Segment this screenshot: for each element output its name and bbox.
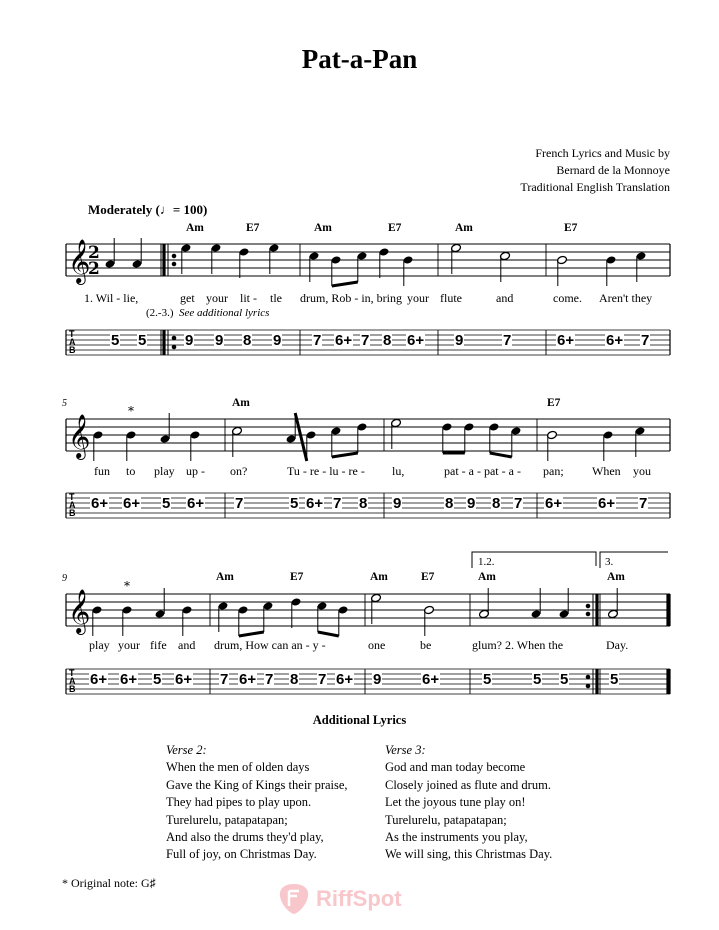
chord-symbol: E7 xyxy=(421,571,435,583)
verse-line: Turelurelu, patapatapan; xyxy=(166,812,288,827)
beam xyxy=(490,453,512,457)
tab-number: 6+ xyxy=(606,332,624,349)
lyric-syllable: 1. Wil - lie, xyxy=(84,291,139,305)
lyric-syllable: your xyxy=(407,291,429,305)
chord-symbol: Am xyxy=(232,397,250,409)
lyric-syllable: Tu - re - lu - re - xyxy=(287,464,365,478)
verse-3-block xyxy=(385,742,552,864)
lyric-syllable: pan; xyxy=(543,464,564,478)
tempo-label: Moderately xyxy=(88,202,153,217)
lyric-syllable: up - xyxy=(186,464,205,478)
tab-number: 5 xyxy=(483,671,492,688)
tab-number: 7 xyxy=(313,332,322,349)
tab-number: 6+ xyxy=(175,671,193,688)
tab-number: 7 xyxy=(641,332,650,349)
chord-symbol: Am xyxy=(607,571,625,583)
repeat-dot xyxy=(172,254,176,258)
tab-number: 9 xyxy=(215,332,224,349)
tab-number: 6+ xyxy=(557,332,575,349)
third-ending-label: 3. xyxy=(605,556,614,568)
chord-symbol: Am xyxy=(478,571,496,583)
repeat-dot xyxy=(172,336,176,340)
lyric-syllable: lu, xyxy=(392,464,405,478)
tab-label: A xyxy=(69,676,76,686)
verse-line: Closely joined as flute and drum. xyxy=(385,777,551,792)
first-second-ending-label: 1.2. xyxy=(478,556,495,568)
tempo-marking: Moderately (♩= 100) xyxy=(88,202,208,217)
credit-line-2: Bernard de la Monnoye xyxy=(556,163,670,177)
verse-line: Let the joyous tune play on! xyxy=(385,795,526,810)
footnote-asterisk: * xyxy=(124,579,130,593)
tab-number: 7 xyxy=(503,332,512,349)
tab-number: 6+ xyxy=(545,495,563,512)
verse-3-label: Verse 3: xyxy=(385,743,426,757)
tab-label: T xyxy=(69,329,75,339)
tab-number: 7 xyxy=(333,495,342,512)
chord-symbol: E7 xyxy=(388,222,402,234)
lyric-syllable: fife xyxy=(150,638,167,652)
tab-number: 5 xyxy=(533,671,542,688)
treble-clef-icon: 𝄞 xyxy=(68,239,91,283)
verse-line: We will sing, this Christmas Day. xyxy=(385,847,553,862)
tab-number: 8 xyxy=(492,495,501,512)
chord-symbol: Am xyxy=(370,571,388,583)
tab-number: 6+ xyxy=(335,332,353,349)
lyric-syllable: fun xyxy=(94,464,110,478)
tab-number: 8 xyxy=(445,495,454,512)
song-title: Pat-a-Pan xyxy=(301,44,418,74)
tab-number: 6+ xyxy=(120,671,138,688)
lyric-syllable: glum? 2. When the xyxy=(472,638,564,652)
verse-line: When the men of olden days xyxy=(166,760,310,775)
credit-line-1: French Lyrics and Music by xyxy=(535,146,670,160)
verse-2-label: Verse 2: xyxy=(166,743,207,757)
verse-line: Full of joy, on Christmas Day. xyxy=(166,847,317,862)
lyric-syllable: and xyxy=(496,291,514,305)
lyric-syllable: drum, How can an - y - xyxy=(214,638,326,652)
measure-number-9: 9 xyxy=(62,573,67,584)
tab-number: 6+ xyxy=(239,671,257,688)
verse-line: Turelurelu, patapatapan; xyxy=(385,812,507,827)
tab-number: 9 xyxy=(273,332,282,349)
tab-number: 8 xyxy=(243,332,252,349)
beam xyxy=(318,632,339,636)
tab-number: 6+ xyxy=(598,495,616,512)
tab-number: 5 xyxy=(153,671,162,688)
time-signature: 2 xyxy=(88,243,100,263)
tab-number: 6+ xyxy=(422,671,440,688)
tab-label: A xyxy=(69,500,76,510)
tab-number: 6+ xyxy=(306,495,324,512)
verse-2-block xyxy=(166,742,348,864)
tab-number: 7 xyxy=(514,495,523,512)
tab-label: T xyxy=(69,492,75,502)
riffspot-logo[interactable] xyxy=(278,882,402,916)
lyric-syllable: pat - a - pat - a - xyxy=(444,464,521,478)
tab-number: 6+ xyxy=(91,495,109,512)
verse-range: (2.-3.) xyxy=(146,307,174,319)
repeat-dot xyxy=(586,684,590,688)
tab-label: B xyxy=(69,684,76,694)
tab-number: 6+ xyxy=(407,332,425,349)
measure-number-5: 5 xyxy=(62,398,67,409)
lyric-syllable: tle xyxy=(270,291,282,305)
tab-number: 5 xyxy=(111,332,120,349)
additional-lyrics-heading: Additional Lyrics xyxy=(312,713,407,727)
tab-number: 6+ xyxy=(90,671,108,688)
tab-number: 5 xyxy=(560,671,569,688)
verse-line: They had pipes to play upon. xyxy=(166,795,312,810)
chord-symbol: E7 xyxy=(290,571,304,583)
lyric-syllable: your xyxy=(206,291,228,305)
lyric-syllable: come. xyxy=(553,291,582,305)
chord-symbol: E7 xyxy=(246,222,260,234)
tab-number: 9 xyxy=(455,332,464,349)
tab-number: 8 xyxy=(383,332,392,349)
tab-number: 9 xyxy=(467,495,476,512)
tab-number: 7 xyxy=(220,671,229,688)
repeat-dot xyxy=(172,345,176,349)
tab-label: B xyxy=(69,345,76,355)
tab-number: 7 xyxy=(265,671,274,688)
tab-number: 5 xyxy=(138,332,147,349)
tab-number: 7 xyxy=(639,495,648,512)
tab-number: 5 xyxy=(610,671,619,688)
lyric-syllable: and xyxy=(178,638,196,652)
verse-line: Gave the King of Kings their praise, xyxy=(166,777,348,792)
repeat-dot xyxy=(586,604,590,608)
treble-clef-icon: 𝄞 xyxy=(68,589,91,633)
beam xyxy=(295,413,307,461)
tempo-bpm: = 100 xyxy=(172,202,204,217)
see-additional-lyrics: See additional lyrics xyxy=(179,307,270,319)
repeat-dot xyxy=(586,612,590,616)
tab-label: T xyxy=(69,668,75,678)
lyric-syllable: your xyxy=(118,638,140,652)
tab-number: 9 xyxy=(373,671,382,688)
tab-number: 7 xyxy=(361,332,370,349)
treble-clef-icon: 𝄞 xyxy=(68,414,91,458)
lyric-syllable: one xyxy=(368,638,386,652)
tab-number: 8 xyxy=(359,495,368,512)
lyric-syllable: Aren't they xyxy=(599,291,653,305)
lyric-syllable: you xyxy=(633,464,651,478)
quarter-note-icon: ♩ xyxy=(159,202,173,217)
chord-symbol: Am xyxy=(186,222,204,234)
logo-text: RiffSpot xyxy=(316,886,402,911)
tab-number: 5 xyxy=(162,495,171,512)
chord-symbol: E7 xyxy=(547,397,561,409)
tab-number: 9 xyxy=(393,495,402,512)
credit-line-3: Traditional English Translation xyxy=(520,180,670,194)
footnote-original-note: * Original note: G♯ xyxy=(62,876,156,890)
additional-lyrics-note xyxy=(146,307,269,319)
lyric-syllable: When xyxy=(592,464,621,478)
chord-symbol: E7 xyxy=(564,222,578,234)
verse-line: God and man today become xyxy=(385,760,526,775)
tab-label: A xyxy=(69,337,76,347)
lyric-syllable: on? xyxy=(230,464,248,478)
lyric-syllable: play xyxy=(89,638,110,652)
beam xyxy=(332,453,358,457)
tab-number: 7 xyxy=(318,671,327,688)
time-signature: 2 xyxy=(88,259,100,279)
verse-line: And also the drums they'd play, xyxy=(166,830,324,845)
lyric-syllable: get xyxy=(180,291,195,305)
tab-number: 8 xyxy=(290,671,299,688)
tab-label: B xyxy=(69,508,76,518)
footnote-asterisk: * xyxy=(128,404,134,418)
tab-number: 6+ xyxy=(123,495,141,512)
repeat-dot xyxy=(172,262,176,266)
lyric-syllable: drum, Rob - in, bring xyxy=(300,291,402,305)
tab-number: 6+ xyxy=(336,671,354,688)
repeat-dot xyxy=(586,675,590,679)
chord-symbol: Am xyxy=(216,571,234,583)
guitar-pick-icon xyxy=(278,882,310,916)
tab-number: 5 xyxy=(290,495,299,512)
lyric-syllable: be xyxy=(420,638,432,652)
beam xyxy=(239,632,264,636)
tab-number: 9 xyxy=(185,332,194,349)
verse-line: As the instruments you play, xyxy=(385,830,528,845)
lyric-syllable: to xyxy=(126,464,136,478)
lyric-syllable: play xyxy=(154,464,175,478)
chord-symbol: Am xyxy=(455,222,473,234)
tab-number: 7 xyxy=(235,495,244,512)
beam xyxy=(332,282,358,286)
chord-symbol: Am xyxy=(314,222,332,234)
tab-number: 6+ xyxy=(187,495,205,512)
lyric-syllable: lit - xyxy=(240,291,257,305)
lyric-syllable: flute xyxy=(440,291,462,305)
lyric-syllable: Day. xyxy=(606,638,629,652)
